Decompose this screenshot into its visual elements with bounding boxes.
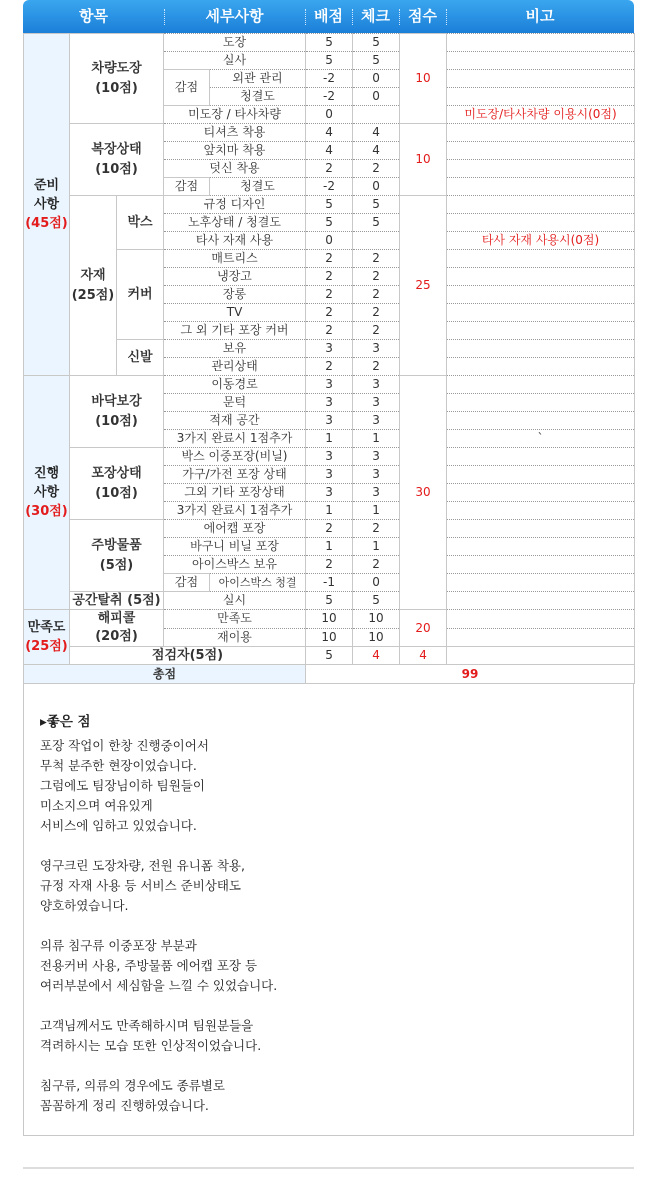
group-inspector: 점검자(5점) bbox=[70, 647, 306, 665]
base-cell: 5 bbox=[306, 196, 353, 214]
base-cell: 5 bbox=[306, 214, 353, 232]
detail-cell: 도장 bbox=[164, 34, 306, 52]
check-cell: 0 bbox=[353, 70, 400, 88]
base-cell: 5 bbox=[306, 592, 353, 610]
detail-cell: 3가지 완료시 1점추가 bbox=[164, 430, 306, 448]
detail-cell: 실사 bbox=[164, 52, 306, 70]
group-happy: 해피콜 (20점) bbox=[70, 610, 164, 647]
detail-cell: 박스 이중포장(비닐) bbox=[164, 448, 306, 466]
score-vehicle: 10 bbox=[400, 34, 447, 124]
review-paragraph: 포장 작업이 한창 진행중이어서 무척 분주한 현장이었습니다. 그럼에도 팀장님이하 팀원들이 미소지으며 여유있게 서비스에 임하고 있었습니다. bbox=[40, 738, 209, 833]
base-cell: 3 bbox=[306, 466, 353, 484]
check-cell bbox=[353, 232, 400, 250]
group-vehicle: 차량도장 (10점) bbox=[70, 34, 164, 124]
bottom-divider bbox=[23, 1167, 634, 1169]
section-prep: 준비 사항 (45점) bbox=[24, 34, 70, 376]
score-table bbox=[23, 33, 635, 684]
check-cell: 2 bbox=[353, 556, 400, 574]
detail-cell: 미도장 / 타사차량 bbox=[164, 106, 306, 124]
detail-cell: 아이스박스 청결 bbox=[210, 574, 306, 592]
check-cell: 4 bbox=[353, 142, 400, 160]
base-cell: 10 bbox=[306, 610, 353, 629]
detail-cell: 보유 bbox=[164, 340, 306, 358]
header-check: 체크 bbox=[361, 7, 390, 25]
note-cell bbox=[447, 160, 635, 178]
evaluation-sheet bbox=[23, 0, 634, 1136]
detail-cell: TV bbox=[164, 304, 306, 322]
detail-cell: 3가지 완료시 1점추가 bbox=[164, 502, 306, 520]
detail-cell: 타사 자재 사용 bbox=[164, 232, 306, 250]
note-cell bbox=[447, 412, 635, 430]
check-cell: 5 bbox=[353, 592, 400, 610]
note-cell bbox=[447, 538, 635, 556]
detail-cell: 냉장고 bbox=[164, 268, 306, 286]
note-cell bbox=[447, 142, 635, 160]
detail-cell: 청결도 bbox=[210, 178, 306, 196]
detail-cell: 적재 공간 bbox=[164, 412, 306, 430]
base-cell: -2 bbox=[306, 178, 353, 196]
base-cell: 1 bbox=[306, 502, 353, 520]
check-cell: 2 bbox=[353, 268, 400, 286]
base-cell: 2 bbox=[306, 304, 353, 322]
note-cell bbox=[447, 520, 635, 538]
score-material: 25 bbox=[400, 196, 447, 376]
note-cell bbox=[447, 124, 635, 142]
group-kitchen: 주방물품 (5점) bbox=[70, 520, 164, 592]
check-cell: 3 bbox=[353, 340, 400, 358]
check-cell: 1 bbox=[353, 538, 400, 556]
check-cell: 0 bbox=[353, 88, 400, 106]
base-cell: 2 bbox=[306, 556, 353, 574]
header-item: 항목 bbox=[79, 7, 108, 25]
deduct-label: 감점 bbox=[164, 70, 210, 106]
base-cell: 2 bbox=[306, 268, 353, 286]
note-cell bbox=[447, 304, 635, 322]
check-cell: 4 bbox=[353, 647, 400, 665]
base-cell: 10 bbox=[306, 628, 353, 647]
note-cell bbox=[447, 610, 635, 629]
subgroup-cover: 커버 bbox=[117, 250, 164, 340]
check-cell: 2 bbox=[353, 286, 400, 304]
check-cell: 2 bbox=[353, 160, 400, 178]
detail-cell: 장롱 bbox=[164, 286, 306, 304]
detail-cell: 그외 기타 포장상태 bbox=[164, 484, 306, 502]
note-cell: 타사 자재 사용시(0점) bbox=[447, 232, 635, 250]
note-cell bbox=[447, 214, 635, 232]
detail-cell: 바구니 비닐 포장 bbox=[164, 538, 306, 556]
base-cell: 2 bbox=[306, 286, 353, 304]
detail-cell: 아이스박스 보유 bbox=[164, 556, 306, 574]
review-paragraph: 고객님께서도 만족해하시며 팀원분들을 격려하시는 모습 또한 인상적이었습니다. bbox=[40, 1018, 262, 1053]
score-process: 30 bbox=[400, 376, 447, 610]
base-cell: 5 bbox=[306, 34, 353, 52]
check-cell: 5 bbox=[353, 52, 400, 70]
base-cell: 2 bbox=[306, 520, 353, 538]
score-happy: 20 bbox=[400, 610, 447, 647]
note-cell bbox=[447, 70, 635, 88]
detail-cell: 노후상태 / 청결도 bbox=[164, 214, 306, 232]
note-cell bbox=[447, 268, 635, 286]
note-cell bbox=[447, 556, 635, 574]
note-cell: 미도장/타사차량 이용시(0점) bbox=[447, 106, 635, 124]
section-proc: 진행 사항 (30점) bbox=[24, 376, 70, 610]
note-cell bbox=[447, 322, 635, 340]
base-cell: 1 bbox=[306, 430, 353, 448]
base-cell: 3 bbox=[306, 448, 353, 466]
base-cell: 2 bbox=[306, 358, 353, 376]
group-floor: 바닥보강 (10점) bbox=[70, 376, 164, 448]
base-cell: 0 bbox=[306, 232, 353, 250]
score-inspector: 4 bbox=[400, 647, 447, 665]
base-cell: -2 bbox=[306, 70, 353, 88]
check-cell: 3 bbox=[353, 394, 400, 412]
base-cell: -2 bbox=[306, 88, 353, 106]
review-paragraph: 의류 침구류 이중포장 부분과 전용커버 사용, 주방물품 에어캡 포장 등 여러부분에서 세심함을 느낄 수 있었습니다. bbox=[40, 938, 278, 993]
base-cell: 4 bbox=[306, 124, 353, 142]
total-label: 총점 bbox=[24, 665, 306, 684]
subgroup-box: 박스 bbox=[117, 196, 164, 250]
check-cell: 2 bbox=[353, 358, 400, 376]
check-cell: 2 bbox=[353, 250, 400, 268]
note-cell bbox=[447, 178, 635, 196]
deduct-label: 감점 bbox=[164, 178, 210, 196]
base-cell: 2 bbox=[306, 160, 353, 178]
check-cell: 0 bbox=[353, 178, 400, 196]
base-cell: 3 bbox=[306, 394, 353, 412]
check-cell: 5 bbox=[353, 196, 400, 214]
detail-cell: 규정 디자인 bbox=[164, 196, 306, 214]
detail-cell: 매트리스 bbox=[164, 250, 306, 268]
detail-cell: 티셔츠 착용 bbox=[164, 124, 306, 142]
detail-cell: 덧신 착용 bbox=[164, 160, 306, 178]
note-cell bbox=[447, 574, 635, 592]
note-cell bbox=[447, 592, 635, 610]
note-cell bbox=[447, 376, 635, 394]
detail-cell: 이동경로 bbox=[164, 376, 306, 394]
detail-cell: 에어캡 포장 bbox=[164, 520, 306, 538]
check-cell: 2 bbox=[353, 520, 400, 538]
detail-cell: 그 외 기타 포장 커버 bbox=[164, 322, 306, 340]
base-cell: 3 bbox=[306, 412, 353, 430]
review-paragraph: 침구류, 의류의 경우에도 종류별로 꼼꼼하게 정리 진행하였습니다. bbox=[40, 1078, 225, 1113]
note-cell bbox=[447, 466, 635, 484]
note-cell bbox=[447, 394, 635, 412]
note-cell bbox=[447, 358, 635, 376]
check-cell: 3 bbox=[353, 448, 400, 466]
header-score: 점수 bbox=[408, 7, 437, 25]
total-value: 99 bbox=[306, 665, 635, 684]
group-dress: 복장상태 (10점) bbox=[70, 124, 164, 196]
base-cell: 2 bbox=[306, 250, 353, 268]
base-cell: 5 bbox=[306, 647, 353, 665]
review-box bbox=[23, 684, 634, 1136]
note-cell bbox=[447, 52, 635, 70]
check-cell: 5 bbox=[353, 34, 400, 52]
check-cell: 10 bbox=[353, 610, 400, 629]
section-sat: 만족도 (25점) bbox=[24, 610, 70, 665]
check-cell: 0 bbox=[353, 574, 400, 592]
note-cell bbox=[447, 286, 635, 304]
table-header bbox=[23, 0, 634, 33]
deduct-label: 감점 bbox=[164, 574, 210, 592]
note-cell bbox=[447, 628, 635, 647]
check-cell: 2 bbox=[353, 304, 400, 322]
check-cell: 10 bbox=[353, 628, 400, 647]
group-material: 자재 (25점) bbox=[70, 196, 117, 376]
check-cell: 3 bbox=[353, 466, 400, 484]
base-cell: 3 bbox=[306, 340, 353, 358]
check-cell: 4 bbox=[353, 124, 400, 142]
note-cell bbox=[447, 88, 635, 106]
group-leave: 공간탈취 (5점) bbox=[70, 592, 164, 610]
base-cell: 2 bbox=[306, 322, 353, 340]
check-cell: 3 bbox=[353, 376, 400, 394]
note-cell bbox=[447, 250, 635, 268]
base-cell: 3 bbox=[306, 376, 353, 394]
header-base: 배점 bbox=[314, 7, 343, 25]
detail-cell: 문턱 bbox=[164, 394, 306, 412]
check-cell: 2 bbox=[353, 322, 400, 340]
score-dress: 10 bbox=[400, 124, 447, 196]
note-cell: ` bbox=[447, 430, 635, 448]
check-cell: 1 bbox=[353, 502, 400, 520]
header-remarks: 비고 bbox=[525, 7, 555, 25]
note-cell bbox=[447, 340, 635, 358]
detail-cell: 청결도 bbox=[210, 88, 306, 106]
note-cell bbox=[447, 34, 635, 52]
detail-cell: 재이용 bbox=[164, 628, 306, 647]
note-cell bbox=[447, 484, 635, 502]
detail-cell: 앞치마 착용 bbox=[164, 142, 306, 160]
base-cell: 4 bbox=[306, 142, 353, 160]
subgroup-shoe: 신발 bbox=[117, 340, 164, 376]
note-cell bbox=[447, 502, 635, 520]
detail-cell: 만족도 bbox=[164, 610, 306, 629]
base-cell: 0 bbox=[306, 106, 353, 124]
group-pack: 포장상태 (10점) bbox=[70, 448, 164, 520]
check-cell bbox=[353, 106, 400, 124]
review-paragraph: 영구크린 도장차량, 전원 유니폼 착용, 규정 자재 사용 등 서비스 준비상태도 양호하였습니다. bbox=[40, 858, 245, 913]
note-cell bbox=[447, 448, 635, 466]
check-cell: 5 bbox=[353, 214, 400, 232]
review-title: ▸좋은 점 bbox=[40, 714, 91, 730]
check-cell: 3 bbox=[353, 412, 400, 430]
detail-cell: 실시 bbox=[164, 592, 306, 610]
check-cell: 3 bbox=[353, 484, 400, 502]
base-cell: -1 bbox=[306, 574, 353, 592]
detail-cell: 관리상태 bbox=[164, 358, 306, 376]
note-cell bbox=[447, 647, 635, 665]
check-cell: 1 bbox=[353, 430, 400, 448]
header-detail: 세부사항 bbox=[205, 7, 264, 25]
detail-cell: 외관 관리 bbox=[210, 70, 306, 88]
note-cell bbox=[447, 196, 635, 214]
base-cell: 1 bbox=[306, 538, 353, 556]
base-cell: 3 bbox=[306, 484, 353, 502]
detail-cell: 가구/가전 포장 상태 bbox=[164, 466, 306, 484]
base-cell: 5 bbox=[306, 52, 353, 70]
